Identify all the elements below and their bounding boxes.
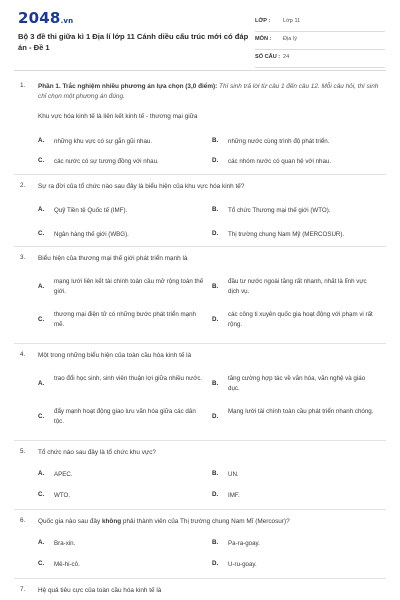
question-text-end: phải thành viên của Thị trường chung Nam Mĩ (Mercosur)? (121, 518, 290, 525)
question-divider (14, 440, 386, 441)
option-text: Quỹ Tiền tệ Quốc tế (IMF). (54, 207, 128, 214)
option-label: A. (38, 470, 45, 477)
question-number: 3. (20, 254, 26, 261)
part-instruction: Thí sinh trả lời từ câu 1 đến câu 12. Mỗi câu hỏi, thí sinh chỉ chọn một phương án đúng. (38, 83, 379, 100)
meta-key: MÔN : (255, 36, 272, 42)
option-text: IMF. (228, 492, 240, 499)
question-text: Tổ chức nào sau đây là tổ chức khu vực? (38, 449, 156, 456)
question-number: 2. (20, 182, 26, 189)
option-text: đẩy mạnh hoạt động giao lưu văn hóa giữa các dân tộc. (54, 408, 196, 425)
question-text: Sự ra đời của tổ chức nào sau đây là biểu hiện của khu vực hóa kinh tế? (38, 183, 245, 190)
meta-row-count (255, 50, 385, 68)
question-text: Hệ quả tiêu cực của toàn cầu hóa kinh tế là (38, 587, 162, 594)
question-number: 1. (20, 82, 26, 89)
question-divider (14, 509, 386, 510)
logo-tld: .vn (60, 17, 74, 25)
question-text (38, 517, 383, 527)
option-text: WTO. (54, 492, 71, 499)
option-text: Ngân hàng thế giới (WBG). (54, 231, 129, 238)
option-label: B. (212, 283, 219, 290)
meta-row-subject (255, 32, 385, 50)
option-label: C. (38, 157, 45, 164)
site-logo[interactable] (18, 9, 73, 27)
question-number: 4. (20, 351, 26, 358)
option-label: D. (212, 157, 219, 164)
question-number: 6. (20, 517, 26, 524)
option-text: trao đổi học sinh, sinh viên thuận lợi giữa nhiều nước. (54, 375, 203, 382)
meta-row-grade (255, 14, 385, 32)
option-label: B. (212, 380, 219, 387)
option-text: U-ru-goay. (228, 561, 257, 568)
option-label: C. (38, 413, 45, 420)
option-label: C. (38, 230, 45, 237)
option-label: A. (38, 539, 45, 546)
option-text: Pa-ra-goay. (228, 540, 260, 547)
document-meta (255, 14, 385, 68)
question-number: 5. (20, 448, 26, 455)
option-label: D. (212, 316, 219, 323)
question-text: Một trong những biểu hiện của toàn cầu hóa kinh tế là (38, 352, 192, 359)
option-text: những nước cùng trình độ phát triển. (228, 138, 330, 145)
option-text: APEC. (54, 471, 73, 478)
part-heading: Phần 1. Trắc nghiệm nhiều phương án lựa chọn (3,0 điểm): (38, 83, 218, 90)
option-text: đầu tư nước ngoài tăng rất nhanh, nhất là lĩnh vực dịch vụ. (228, 278, 367, 295)
option-text: tăng cường hợp tác về văn hóa, văn nghệ và giáo dục. (228, 375, 366, 392)
option-label: B. (212, 206, 219, 213)
meta-key: SỐ CÂU : (255, 54, 281, 60)
question-divider (14, 343, 386, 344)
option-text: thương mại điện tử có những bước phát triển mạnh mẽ. (54, 311, 196, 328)
header-divider (14, 70, 386, 71)
option-text: các công ti xuyên quốc gia hoạt động với phạm vi rất rộng. (228, 311, 373, 328)
option-text: Tổ chức Thương mại thế giới (WTO). (228, 207, 331, 214)
option-label: A. (38, 380, 45, 387)
meta-key: LỚP : (255, 18, 271, 24)
option-text: Mạng lưới tài chính toàn cầu phát triển nhanh chóng. (228, 408, 374, 415)
option-label: C. (38, 491, 45, 498)
question-text: Khu vực hóa kinh tế là liên kết kinh tế - thương mại giữa (38, 113, 198, 120)
option-label: A. (38, 206, 45, 213)
logo-text: 2048 (18, 9, 61, 27)
question-number: 7. (20, 586, 26, 593)
question-divider (14, 174, 386, 175)
meta-value: Địa lý (283, 36, 297, 42)
option-label: B. (212, 470, 219, 477)
option-label: C. (38, 560, 45, 567)
option-text: Bra-xin. (54, 540, 76, 547)
option-text: Thị trường chung Nam Mỹ (MERCOSUR). (228, 231, 345, 238)
meta-value: 24 (283, 54, 290, 60)
meta-value: Lớp 11 (283, 18, 301, 24)
option-label: D. (212, 230, 219, 237)
option-text: UN. (228, 471, 239, 478)
option-label: A. (38, 137, 45, 144)
part-heading-block (38, 82, 383, 102)
option-label: C. (38, 316, 45, 323)
option-label: D. (212, 560, 219, 567)
question-divider (14, 578, 386, 579)
option-label: D. (212, 413, 219, 420)
question-text-start: Quốc gia nào sau đây (38, 518, 102, 525)
question-text: Biểu hiện của thương mại thế giới phát triển mạnh là (38, 255, 188, 262)
option-label: D. (212, 491, 219, 498)
option-label: B. (212, 539, 219, 546)
document-header (0, 0, 400, 68)
option-text: các nhóm nước có quan hệ với nhau. (228, 158, 332, 165)
option-label: A. (38, 283, 45, 290)
option-text: Mê-hi-cô. (54, 561, 80, 568)
question-text-emphasis: không (101, 518, 122, 525)
option-text: các nước có sự tương đồng với nhau. (54, 158, 159, 165)
option-text: những khu vực có sự gắn gũi nhau. (54, 138, 153, 145)
option-text: mạng lưới liên kết tài chính toàn cầu mở rộng toàn thế giới. (54, 278, 204, 295)
option-label: B. (212, 137, 219, 144)
document-title: Bộ 3 đề thi giữa kì 1 Địa lí lớp 11 Cánh diều cấu trúc mới có đáp án - Đề 1 (18, 32, 249, 52)
question-divider (14, 246, 386, 247)
